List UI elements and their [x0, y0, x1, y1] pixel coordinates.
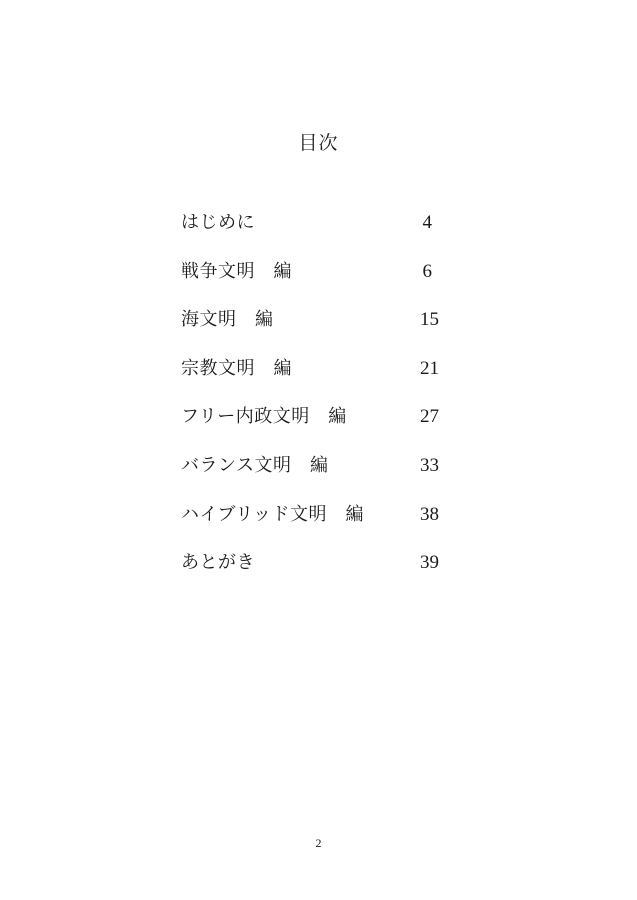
- page-number: 2: [315, 836, 322, 850]
- toc-entry-page: 33: [420, 454, 439, 476]
- table-of-contents: [181, 206, 441, 595]
- toc-entry-balance-civilization[interactable]: [181, 449, 441, 498]
- toc-entry-label: はじめに: [181, 212, 255, 233]
- toc-entry-page: 6: [422, 260, 432, 282]
- toc-entry-sea-civilization[interactable]: [181, 303, 441, 352]
- toc-entry-introduction[interactable]: [181, 206, 441, 255]
- toc-entry-label: あとがき: [181, 552, 255, 574]
- toc-entry-religion-civilization[interactable]: [181, 352, 441, 401]
- toc-entry-label: 戦争文明 編: [181, 260, 292, 282]
- toc-entry-label: フリー内政文明 編: [181, 406, 347, 428]
- toc-entry-page: 15: [420, 309, 439, 331]
- toc-entry-label: ハイブリッド文明 編: [181, 503, 365, 525]
- toc-entry-page: 38: [420, 503, 439, 525]
- page-title: 目次: [298, 132, 339, 154]
- toc-entry-free-domestic-civilization[interactable]: [181, 400, 441, 449]
- toc-entry-page: 27: [420, 406, 439, 428]
- toc-entry-page: 21: [420, 357, 439, 379]
- toc-entry-page: 4: [422, 212, 432, 233]
- toc-entry-hybrid-civilization[interactable]: [181, 498, 441, 547]
- toc-entry-page: 39: [420, 552, 439, 574]
- toc-entry-label: バランス文明 編: [181, 454, 329, 476]
- toc-entry-label: 宗教文明 編: [181, 357, 292, 379]
- toc-entry-label: 海文明 編: [181, 309, 274, 331]
- toc-entry-afterword[interactable]: [181, 546, 441, 595]
- toc-entry-war-civilization[interactable]: [181, 255, 441, 304]
